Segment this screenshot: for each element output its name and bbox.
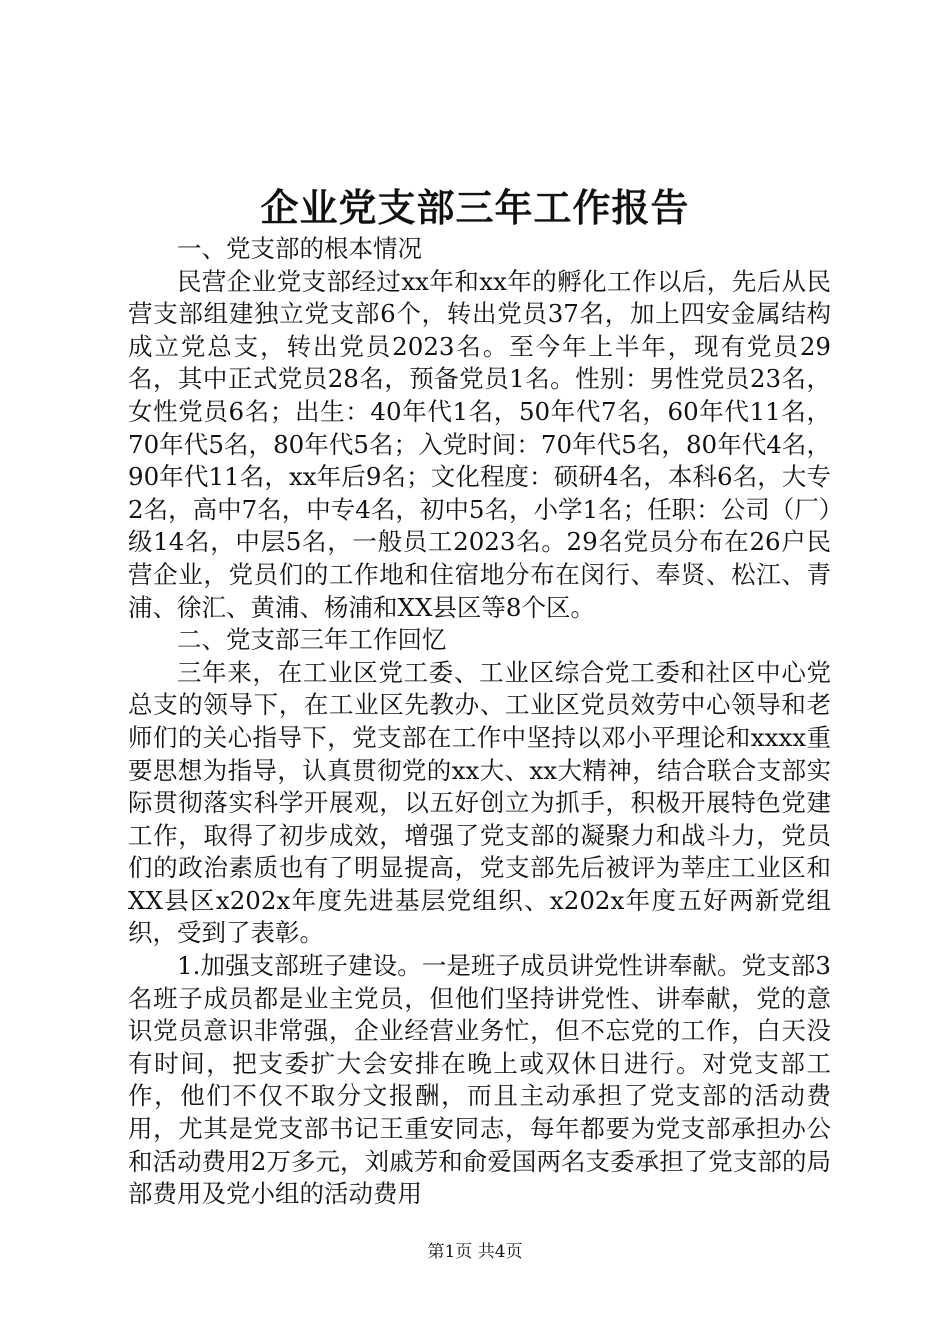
- document-title: 企业党支部三年工作报告: [260, 185, 690, 230]
- paragraph-team-building: 1.加强支部班子建设。一是班子成员讲党性讲奉献。党支部3名班子成员都是业主党员，但他们坚持讲党性、讲奉献，党的意识党员意识非常强，企业经营业务忙，但不忘党的工作，白天没有时间，把支委扩大会安排在晚上或双休日进行。对党支部工作，他们不仅不取分文报酬，而且主动承担了党支部的活动费用，尤其是党支部书记王重安同志，每年都要为党支部承担办公和活动费用2万多元，刘戚芳和俞爱国两名支委承担了党支部的局部费用及党小组的活动费用: [128, 951, 831, 1209]
- section-heading-basic-situation: 一、党支部的根本情况: [177, 234, 422, 263]
- paragraph-basic-situation: 民营企业党支部经过xx年和xx年的孵化工作以后，先后从民营支部组建独立党支部6个，转出党员37名，加上四安金属结构成立党总支，转出党员2023名。至今年上半年，现有党员29名，其中正式党员28名，预备党员1名。性别：男性党员23名，女性党员6名；出生：40年代1名，50年代7名，60年代11名，70年代5名，80年代5名；入党时间：70年代5名，80年代4名，90年代11名，xx年后9名；文化程度：硕研4名，本科6名，大专2名，高中7名，中专4名，初中5名，小学1名；任职：公司（厂）级14名，中层5名，一般员工2023名。29名党员分布在26户民营企业，党员们的工作地和住宿地分布在闵行、奉贤、松江、青浦、徐汇、黄浦、杨浦和XX县区等8个区。: [128, 266, 831, 622]
- page-footer: 第1页 共4页: [427, 1242, 523, 1262]
- paragraph-work-review: 三年来，在工业区党工委、工业区综合党工委和社区中心党总支的领导下，在工业区先教办、工业区党员效劳中心领导和老师们的关心指导下，党支部在工作中坚持以邓小平理论和xxxx重要思想为指导，认真贯彻党的xx大、xx大精神，结合联合支部实际贯彻落实科学开展观，以五好创立为抓手，积极开展特色党建工作，取得了初步成效，增强了党支部的凝聚力和战斗力，党员们的政治素质也有了明显提高，党支部先后被评为莘庄工业区和XX县区x202x年度先进基层党组织、x202x年度五好两新党组织，受到了表彰。: [128, 657, 831, 948]
- section-heading-work-review: 二、党支部三年工作回忆: [177, 625, 447, 655]
- document-body: [128, 233, 831, 1211]
